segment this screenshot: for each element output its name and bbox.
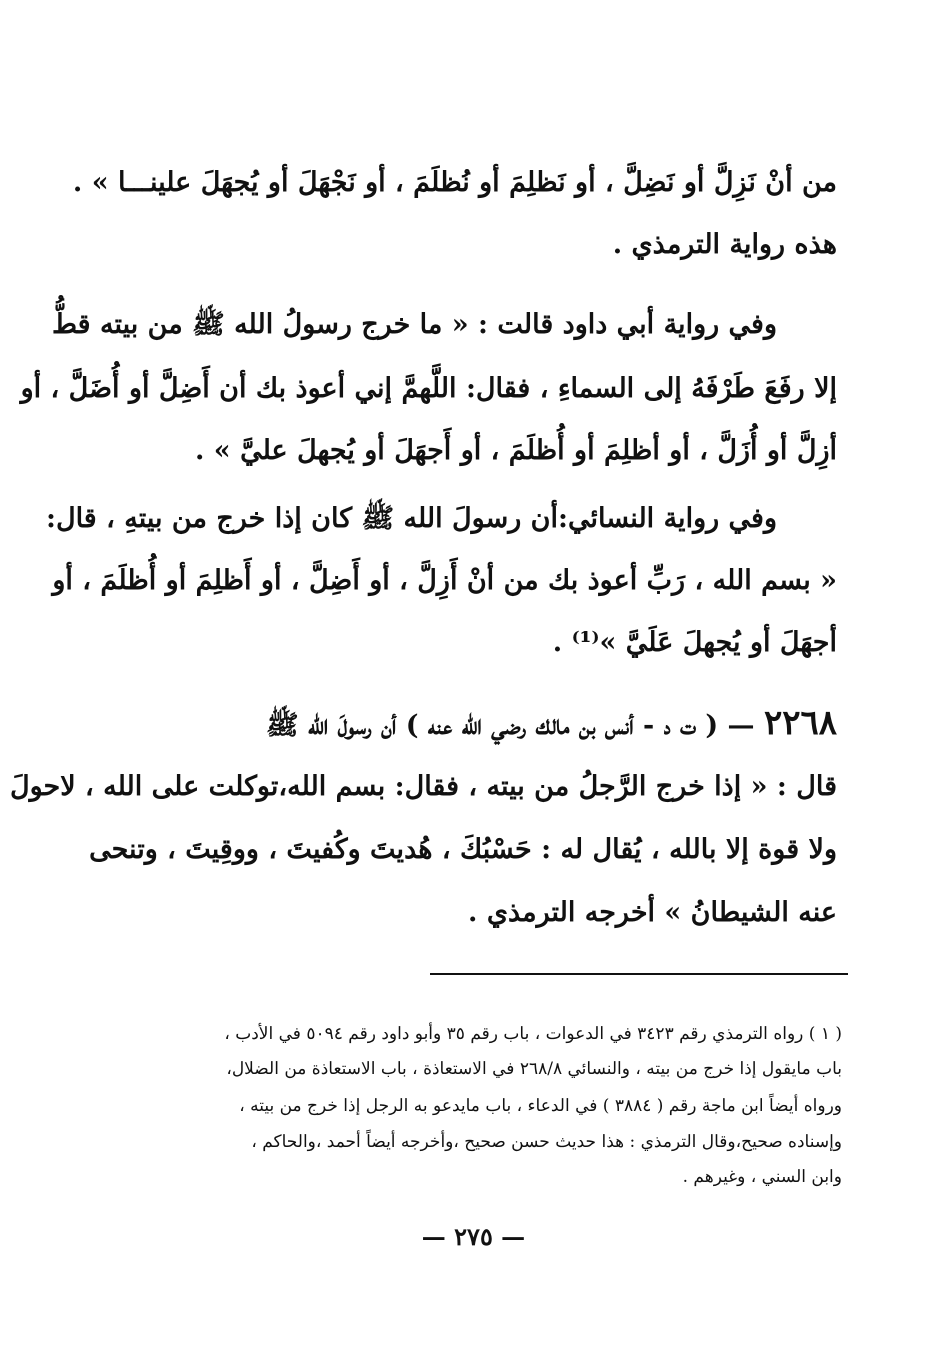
footnote-line-4: وإسناده صحيح،وقال الترمذي : هذا حديث حسن صحيح ،وأخرجه أيضاً أحمد ،والحاكم ، bbox=[251, 1132, 842, 1152]
footnote-line-2: باب مايقول إذا خرج من بيته ، والنسائي ٢٦٨/٨ في الاستعاذة ، باب الاستعاذة من الضلال، bbox=[226, 1059, 842, 1079]
text-line-6: وفي رواية النسائي:أن رسولَ الله ﷺ كان إذا خرج من بيتهِ ، قال: bbox=[46, 503, 777, 534]
hadith-number: ٢٢٦٨ bbox=[763, 703, 837, 743]
footnote-line-3: ورواه أيضاً ابن ماجة رقم ( ٣٨٨٤ ) في الدعاء ، باب مايدعو به الرجل إذا خرج من بيته ، bbox=[239, 1096, 842, 1116]
hadith-source: — ( ت د - أنس بن مالك رضي الله عنه ) أن رسولَ الله ﷺ bbox=[266, 710, 755, 741]
text-line-2: هذه رواية الترمذي . bbox=[612, 229, 837, 260]
text-line-8: أجهَلَ أو يُجهلَ عَلَيَّ »⁽¹⁾ . bbox=[552, 627, 837, 658]
text-line-7: « بسم الله ، رَبِّ أعوذ بك من أنْ أَزِلَّ ، أو أَضِلَّ ، أو أَظلِمَ أو أُظلَمَ ، أو bbox=[52, 565, 837, 596]
text-line-3: وفي رواية أبي داود قالت : « ما خرج رسولُ الله ﷺ من بيته قطُّ bbox=[52, 309, 777, 340]
footnote-line-5: وابن السني ، وغيرهم . bbox=[682, 1167, 842, 1187]
text-line-10: قال : « إذا خرج الرَّجلُ من بيته ، فقال: بسم الله،توكلت على الله ، لاحولَ bbox=[9, 771, 837, 802]
text-line-4: إلا رفَعَ طَرْفَهُ إلى السماءِ ، فقال: اللَّهمَّ إني أعوذ بك أن أَضِلَّ أو أُضَلَّ ، أو bbox=[20, 373, 837, 404]
text-line-12: عنه الشيطانُ » أخرجه الترمذي . bbox=[468, 897, 837, 928]
text-line-5: أزِلَّ أو أُزَلَّ ، أو أظلِمَ أو أُظلَمَ ، أو أَجهَلَ أو يُجهلَ عليَّ » . bbox=[195, 435, 837, 466]
text-line-11: ولا قوة إلا بالله ، يُقال له : حَسْبُكَ ، هُديتَ وكُفيتَ ، ووقِيتَ ، وتنحى bbox=[89, 834, 837, 865]
footnote-line-1: ( ١ ) رواه الترمذي رقم ٣٤٢٣ في الدعوات ، باب رقم ٣٥ وأبو داود رقم ٥٠٩٤ في الأدب ، bbox=[224, 1024, 842, 1044]
page-number: — ٢٧٥ — bbox=[421, 1222, 526, 1251]
footnote-separator bbox=[430, 973, 848, 975]
hadith-heading bbox=[118, 703, 837, 746]
text-line-1: من أنْ نَزِلَّ أو نَضِلَّ ، أو نَظلِمَ أو نُظلَمَ ، أو نَجْهَلَ أو يُجهَلَ علينـــا » . bbox=[72, 167, 837, 198]
